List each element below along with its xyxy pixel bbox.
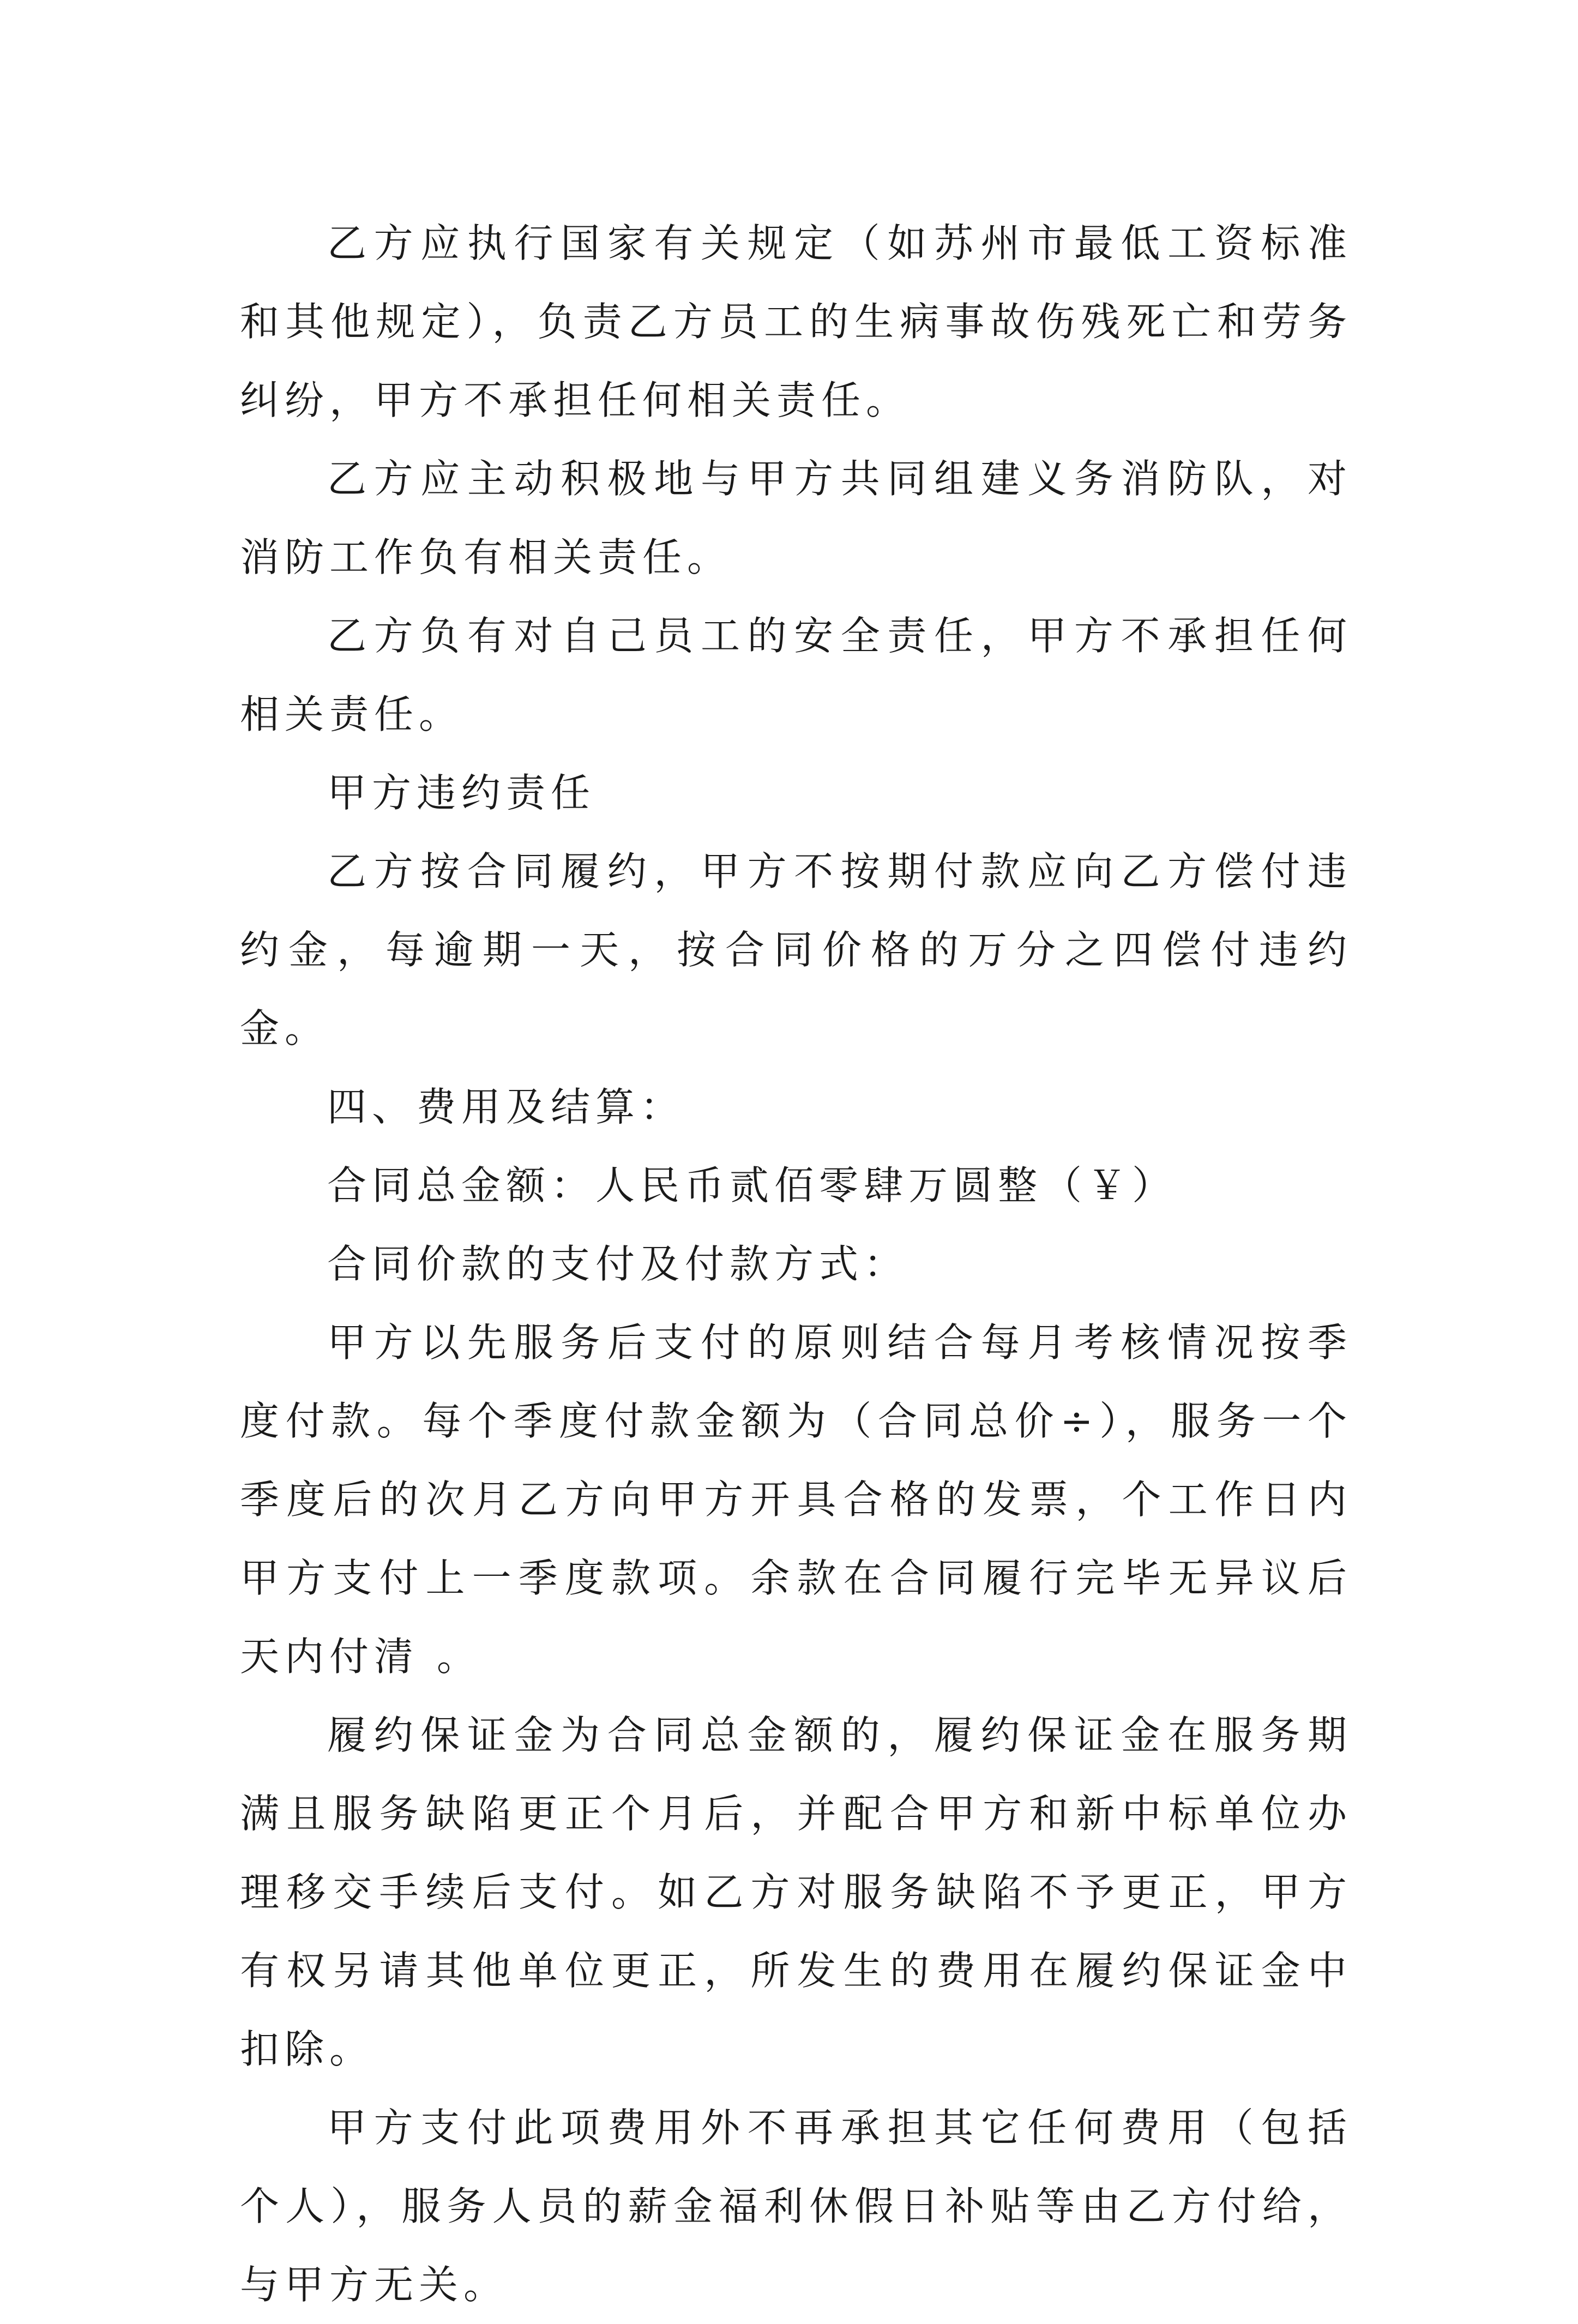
- paragraph-no-other-fees: 甲方支付此项费用外不再承担其它任何费用（包括个人），服务人员的薪金福利休假日补贴等由乙方付给，与甲方无关。: [240, 2105, 1352, 2308]
- paragraph-contract-total: 合同总金额：人民币贰佰零肆万圆整（￥）: [327, 1163, 1177, 1208]
- paragraph-quarterly-payment: 甲方以先服务后支付的原则结合每月考核情况按季度付款。每个季度付款金额为（合同总价÷），服务一个季度后的次月乙方向甲方开具合格的发票，个工作日内甲方支付上一季度款项。余款在合同履行完毕无异议后天内付清 。: [240, 1320, 1352, 1679]
- paragraph-party-a-breach-heading: 甲方违约责任: [327, 770, 596, 816]
- paragraph-safety-responsibility: 乙方负有对自己员工的安全责任，甲方不承担任何相关责任。: [240, 613, 1352, 737]
- paragraph-late-payment-penalty: 乙方按合同履约，甲方不按期付款应向乙方偿付违约金，每逾期一天，按合同价格的万分之四偿付违约金。: [240, 848, 1352, 1051]
- paragraph-fire-brigade: 乙方应主动积极地与甲方共同组建义务消防队，对消防工作负有相关责任。: [240, 456, 1352, 580]
- section-heading-fees-settlement: 四、费用及结算：: [327, 1084, 685, 1130]
- paragraph-labor-liability: 乙方应执行国家有关规定（如苏州市最低工资标准和其他规定），负责乙方员工的生病事故伤残死亡和劳务纠纷，甲方不承担任何相关责任。: [240, 220, 1352, 423]
- paragraph-payment-method-heading: 合同价款的支付及付款方式：: [327, 1241, 909, 1287]
- paragraph-performance-bond: 履约保证金为合同总金额的，履约保证金在服务期满且服务缺陷更正个月后，并配合甲方和新中标单位办理移交手续后支付。如乙方对服务缺陷不予更正，甲方有权另请其他单位更正，所发生的费用在履约保证金中扣除。: [240, 1712, 1352, 2072]
- document-body: [240, 204, 1352, 2324]
